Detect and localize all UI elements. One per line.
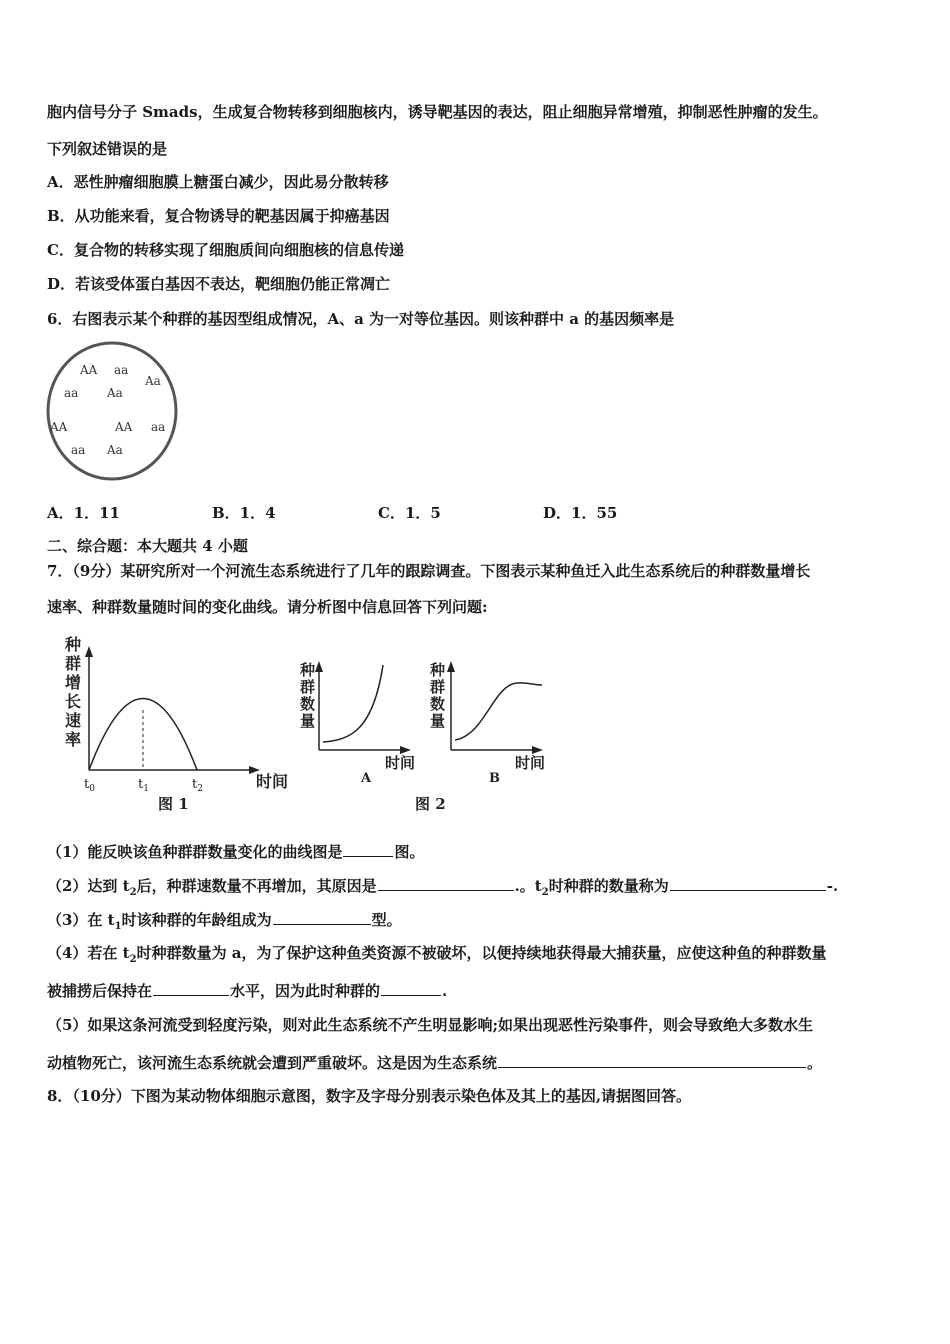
- genotype-label: Aa: [145, 374, 161, 388]
- genotype-label: Aa: [107, 443, 123, 457]
- option-c-q5: C．复合物的转移实现了细胞质间向细胞核的信息传递: [47, 241, 404, 259]
- q7-part-2: [47, 875, 838, 903]
- genotype-label: aa: [64, 386, 79, 400]
- option-b-q5: B．从功能来看，复合物诱导的靶基因属于抑癌基因: [47, 207, 390, 225]
- fig2a-xlabel: 时间: [385, 754, 416, 772]
- q7-part-3-end: 型。: [371, 911, 402, 929]
- fig2-caption: 图 2: [415, 795, 446, 813]
- q7-part-5-line-1: （5）如果这条河流受到轻度污染，则对此生态系统不产生明显影响;如果出现恶性污染事件，则会导致绝大多数水生: [47, 1016, 813, 1034]
- q7-part-1: [47, 841, 424, 862]
- fig1-ylabel-char: 群: [65, 654, 82, 673]
- fig2b-label: B: [489, 771, 500, 786]
- q7-part-2-end: -.: [826, 877, 839, 895]
- fig2b-ylabel-char: 群: [430, 678, 446, 696]
- genotype-label: Aa: [107, 386, 123, 400]
- fig1-y-arrow: [85, 646, 93, 657]
- q7-part-4-end: .: [442, 982, 448, 1000]
- fig2a-y-arrow: [315, 661, 323, 672]
- text-line-1: 胞内信号分子 Smads，生成复合物转移到细胞核内，诱导靶基因的表达，阻止细胞异常增殖，抑制恶性肿瘤的发生。: [47, 103, 828, 121]
- figure-2-population: [295, 655, 560, 815]
- fig1-ylabel-char: 种: [65, 635, 82, 654]
- section-heading: 二、综合题：本大题共 4 小题: [47, 537, 248, 555]
- subscript: 1: [114, 921, 122, 932]
- fig1-t2-label: $t_2$: [192, 777, 203, 794]
- fig2b-y-arrow: [447, 661, 455, 672]
- answer-blank[interactable]: [670, 875, 826, 891]
- fig1-ylabel-char: 增: [65, 673, 82, 692]
- figure-1-growth-rate: [60, 632, 300, 817]
- text-line-2: 下列叙述错误的是: [47, 140, 168, 158]
- q7-part-4-text-3: 被捕捞后保持在: [47, 982, 153, 1000]
- subscript: 2: [129, 954, 137, 965]
- q7-part-2-text-3: .。t: [514, 877, 542, 895]
- fig2a-ylabel-char: 数: [300, 695, 316, 713]
- population-circle: [48, 343, 176, 479]
- genotype-label: AA: [115, 420, 133, 434]
- q7-part-3-text-2: 时该种群的年龄组成为: [121, 911, 272, 929]
- q7-part-1-end: 图。: [394, 843, 425, 861]
- fig1-xlabel: 时间: [256, 772, 289, 791]
- fig2a-ylabel-char: 量: [300, 712, 316, 730]
- fig1-ylabel-char: 长: [65, 692, 82, 711]
- answer-blank[interactable]: [273, 909, 371, 925]
- option-d-q6: D．1．55: [543, 504, 618, 522]
- option-c-q6: C．1．5: [378, 504, 441, 522]
- q7-part-2-text: （2）达到 t: [47, 877, 130, 895]
- fig2b-ylabel-char: 量: [430, 712, 446, 730]
- question-6: 6．右图表示某个种群的基因型组成情况，A、a 为一对等位基因。则该种群中 a 的基因频率是: [47, 310, 675, 328]
- fig2b-s-curve: [455, 683, 542, 740]
- q7-part-3-text: （3）在 t: [47, 911, 115, 929]
- genotype-label: AA: [80, 363, 98, 377]
- fig1-ylabel-char: 率: [65, 730, 82, 749]
- option-d-q5: D．若该受体蛋白基因不表达，靶细胞仍能正常凋亡: [47, 275, 391, 293]
- answer-blank[interactable]: [343, 841, 393, 857]
- fig1-ylabel-char: 速: [65, 711, 82, 730]
- fig2b-ylabel-char: 数: [430, 695, 446, 713]
- fig2b-x-arrow: [532, 746, 543, 754]
- genotype-circle-figure: [44, 340, 184, 485]
- fig2a-x-arrow: [400, 746, 411, 754]
- fig2b-xlabel: 时间: [515, 754, 546, 772]
- q7-part-5-line-2: [47, 1052, 822, 1073]
- q7-part-5-text: 动植物死亡，该河流生态系统就会遭到严重破坏。这是因为生态系统: [47, 1054, 498, 1072]
- q7-part-2-text-2: 后，种群速数量不再增加，其原因是: [136, 877, 377, 895]
- fig2a-ylabel-char: 群: [300, 678, 316, 696]
- option-a-q6: A．1．11: [47, 504, 120, 522]
- answer-blank[interactable]: [378, 875, 514, 891]
- q7-part-4-text-2: 时种群数量为 a，为了保护这种鱼类资源不被破坏，以便持续地获得最大捕获量，应使这种鱼的种群数量: [136, 944, 827, 962]
- subscript: 2: [129, 887, 137, 898]
- fig1-t0-label: $t_0$: [84, 777, 95, 794]
- answer-blank[interactable]: [381, 980, 441, 996]
- genotype-label: AA: [50, 420, 68, 434]
- option-a-q5: A．恶性肿瘤细胞膜上糖蛋白减少，因此易分散转移: [47, 173, 389, 191]
- q7-part-4-text-4: 水平，因为此时种群的: [230, 982, 381, 1000]
- answer-blank[interactable]: [153, 980, 229, 996]
- fig2a-label: A: [361, 771, 372, 786]
- question-7-line-2: 速率、种群数量随时间的变化曲线。请分析图中信息回答下列问题:: [47, 598, 488, 616]
- q7-part-4-line-1: [47, 943, 827, 970]
- genotype-label: aa: [114, 363, 129, 377]
- q7-part-4-line-2: [47, 980, 447, 1001]
- option-b-q6: B．1．4: [212, 504, 276, 522]
- fig2a-ylabel-char: 种: [300, 661, 316, 679]
- fig1-t1-label: $t_1$: [138, 777, 149, 794]
- question-7-line-1: 7．（9分）某研究所对一个河流生态系统进行了几年的跟踪调查。下图表示某种鱼迁入此生态系统后的种群数量增长: [47, 562, 811, 580]
- fig2a-j-curve: [323, 665, 383, 742]
- q7-part-1-text: （1）能反映该鱼种群群数量变化的曲线图是: [47, 843, 343, 861]
- q7-part-4-text: （4）若在 t: [47, 944, 130, 962]
- subscript: 2: [541, 887, 549, 898]
- fig1-caption: 图 1: [158, 795, 189, 813]
- fig2b-ylabel-char: 种: [430, 661, 446, 679]
- genotype-label: aa: [151, 420, 166, 434]
- genotype-label: aa: [71, 443, 86, 457]
- q7-part-5-end: 。: [807, 1054, 823, 1072]
- q7-part-3: [47, 909, 402, 937]
- q7-part-2-text-4: 时种群的数量称为: [548, 877, 669, 895]
- question-8: 8．（10分）下图为某动物体细胞示意图，数字及字母分别表示染色体及其上的基因,请据图回答。: [47, 1087, 692, 1105]
- answer-blank[interactable]: [498, 1052, 806, 1068]
